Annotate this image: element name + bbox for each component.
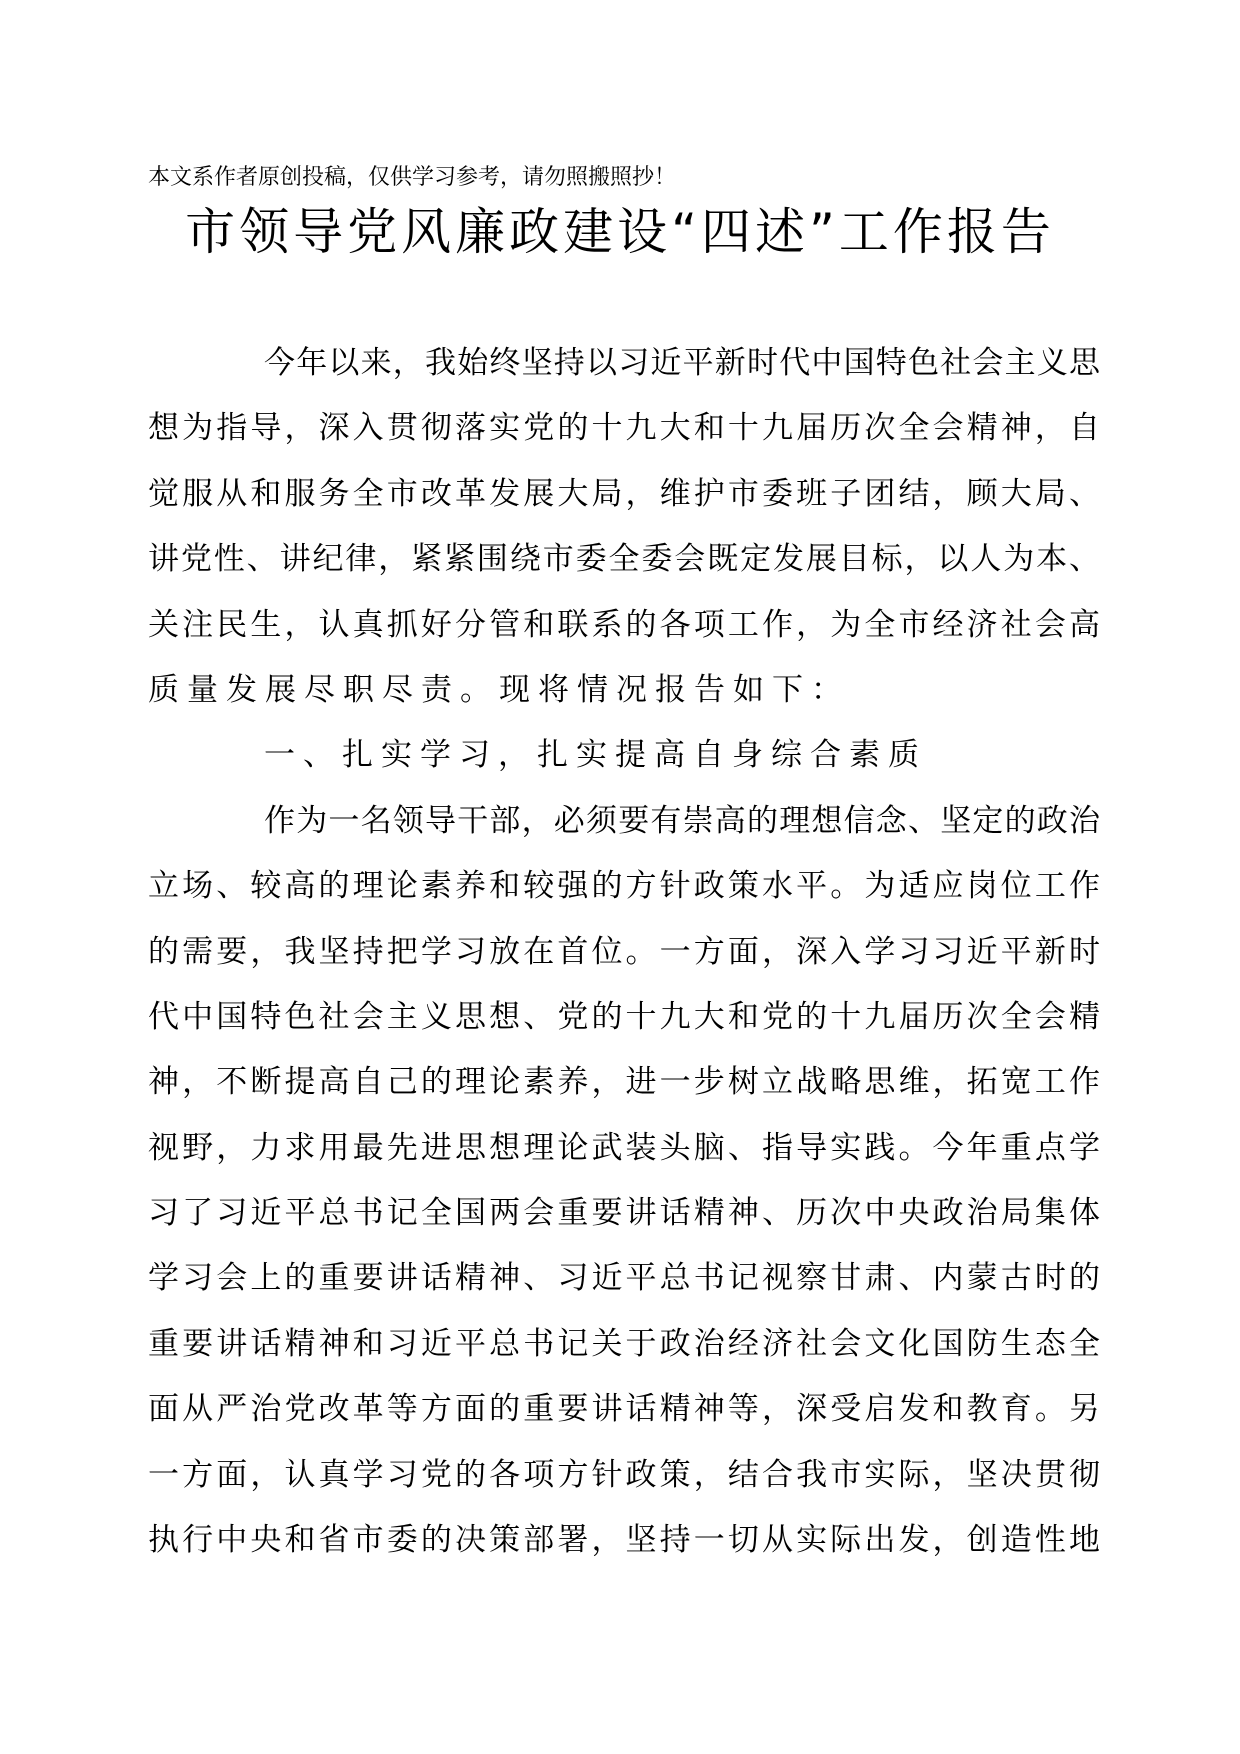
text-line: 今年以来，我始终坚持以习近平新时代中国特色社会主义思 xyxy=(264,345,1100,381)
text-line: 讲党性、讲纪律，紧紧围绕市委全委会既定发展目标，以人为本、 xyxy=(148,541,1100,578)
text-line: 重要讲话精神和习近平总书记关于政治经济社会文化国防生态全 xyxy=(148,1325,1100,1362)
text-line: 的需要，我坚持把学习放在首位。一方面，深入学习习近平新时 xyxy=(148,933,1100,970)
text-line: 关注民生，认真抓好分管和联系的各项工作，为全市经济社会高 xyxy=(148,606,1100,643)
text-line: 面从严治党改革等方面的重要讲话精神等，深受启发和教育。另 xyxy=(148,1391,1100,1428)
copyright-note: 本文系作者原创投稿，仅供学习参考，请勿照搬照抄！ xyxy=(148,165,677,190)
paragraph-study xyxy=(148,789,1100,1574)
text-line: 代中国特色社会主义思想、党的十九大和党的十九届历次全会精 xyxy=(148,998,1100,1035)
text-line: 作为一名领导干部，必须要有崇高的理想信念、坚定的政治 xyxy=(264,802,1100,839)
text-line: 习了习近平总书记全国两会重要讲话精神、历次中央政治局集体 xyxy=(148,1195,1100,1232)
section-heading xyxy=(148,723,1100,788)
text-line: 视野，力求用最先进思想理论武装头脑、指导实践。今年重点学 xyxy=(148,1129,1100,1166)
text-line: 立场、较高的理论素养和较强的方针政策水平。为适应岗位工作 xyxy=(148,868,1100,905)
text-line: 执行中央和省市委的决策部署，坚持一切从实际出发，创造性地 xyxy=(148,1522,1100,1559)
text-line: 神，不断提高自己的理论素养，进一步树立战略思维，拓宽工作 xyxy=(148,1064,1100,1101)
paragraph-intro xyxy=(148,331,1100,723)
text-line: 一方面，认真学习党的各项方针政策，结合我市实际，坚决贯彻 xyxy=(148,1456,1100,1493)
text-line: 学习会上的重要讲话精神、习近平总书记视察甘肃、内蒙古时的 xyxy=(148,1260,1100,1297)
document-title: 市领导党风廉政建设“四述”工作报告 xyxy=(185,203,1055,261)
text-line: 质量发展尽职尽责。现将情况报告如下： xyxy=(148,671,850,708)
document-body xyxy=(148,331,1100,1573)
text-line: 想为指导，深入贯彻落实党的十九大和十九届历次全会精神，自 xyxy=(148,410,1100,447)
text-line: 觉服从和服务全市改革发展大局，维护市委班子团结，顾大局、 xyxy=(148,475,1100,512)
heading-line: 一、扎实学习，扎实提高自身综合素质 xyxy=(264,737,927,774)
